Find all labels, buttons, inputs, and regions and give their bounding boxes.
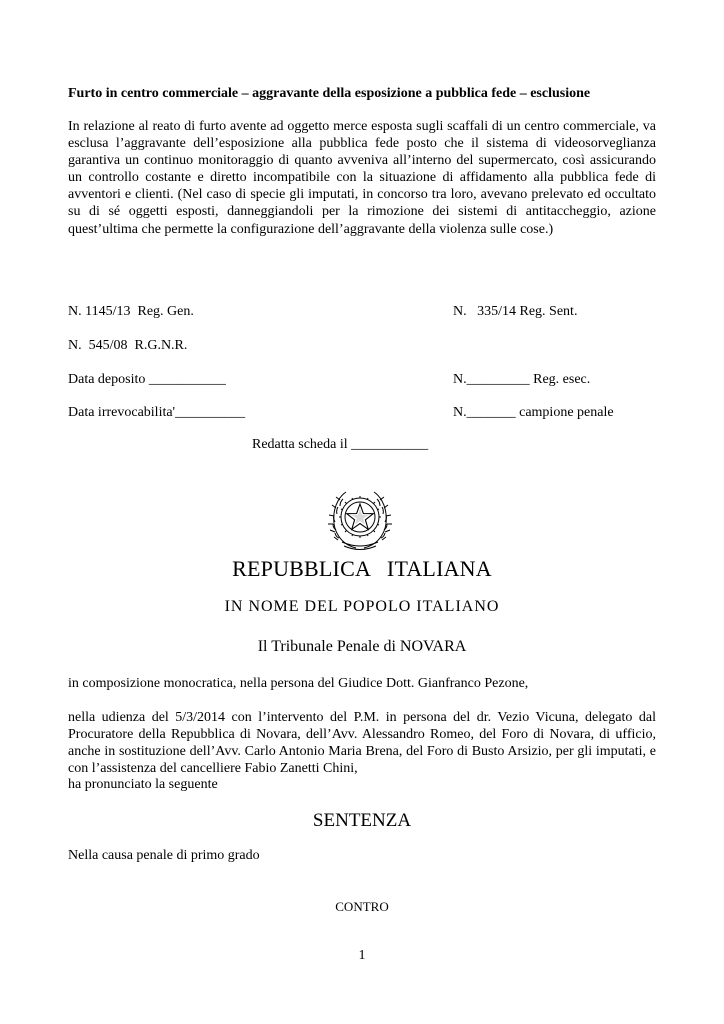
causa-line: Nella causa penale di primo grado xyxy=(68,848,260,863)
reg-sent-number: N. 335/14 Reg. Sent. xyxy=(453,304,578,319)
tribunale-title: Il Tribunale Penale di NOVARA xyxy=(257,638,467,655)
rgnr-number: N. 545/08 R.G.N.R. xyxy=(68,338,188,353)
ha-pronunciato-line: ha pronunciato la seguente xyxy=(68,777,218,792)
repubblica-italiana-title: REPUBBLICA ITALIANA xyxy=(232,556,492,581)
data-deposito: Data deposito ___________ xyxy=(68,372,226,387)
udienza-paragraph: nella udienza del 5/3/2014 con l’intervento del P.M. in persona del dr. Vezio Vicuna, delegato dal Procuratore della Repubblica di Novara, dell’Avv. Alessandro Romeo, del Foro di Novara, di ufficio, anche in sostituzione dell’Avv. Carlo Antonio Maria Brena, del Foro di Busto Arsizio, per gli imputati, e con l’assistenza del cancelliere Fabio Zanetti Chini, xyxy=(68,710,656,777)
redatta-scheda: Redatta scheda il ___________ xyxy=(252,437,429,452)
reg-gen-number: N. 1145/13 Reg. Gen. xyxy=(68,304,194,319)
popolo-italiano-title: IN NOME DEL POPOLO ITALIANO xyxy=(224,598,500,615)
page-number: 1 xyxy=(358,948,366,963)
data-irrevocabilita: Data irrevocabilita'__________ xyxy=(68,405,246,420)
emblem-of-italy-icon xyxy=(326,484,394,554)
composizione-line: in composizione monocratica, nella persona del Giudice Dott. Gianfranco Pezone, xyxy=(68,676,529,691)
contro-label: CONTRO xyxy=(335,899,389,914)
massima-heading: Furto in centro commerciale – aggravante della esposizione a pubblica fede – esclusione xyxy=(68,86,591,101)
registry-row-1 xyxy=(68,304,656,322)
registry-row-4 xyxy=(68,405,656,423)
reg-esec-number: N._________ Reg. esec. xyxy=(453,372,591,387)
registry-row-3 xyxy=(68,372,656,390)
sentenza-title: SENTENZA xyxy=(312,810,412,831)
campione-penale-number: N._______ campione penale xyxy=(453,405,614,420)
massima-summary: In relazione al reato di furto avente ad oggetto merce esposta sugli scaffali di un centro commerciale, va esclusa l’aggravante dell’esposizione alla pubblica fede posto che il sistema di videosorveglianza garantiva un continuo monitoraggio di quanto avveniva all’interno del supermercato, così assicurando un controllo costante e diretto incompatibile con la situazione di affidamento alla pubblica fede di avventori e clienti. (Nel caso di specie gli imputati, in concorso tra loro, avevano prelevato ed occultato su di sé oggetti esposti, danneggiandoli per la rimozione dei sistemi di antitaccheggio, azione quest’ultima che permette la configurazione dell’aggravante della violenza sulle cose.) xyxy=(68,119,656,237)
registry-row-2 xyxy=(68,338,656,356)
